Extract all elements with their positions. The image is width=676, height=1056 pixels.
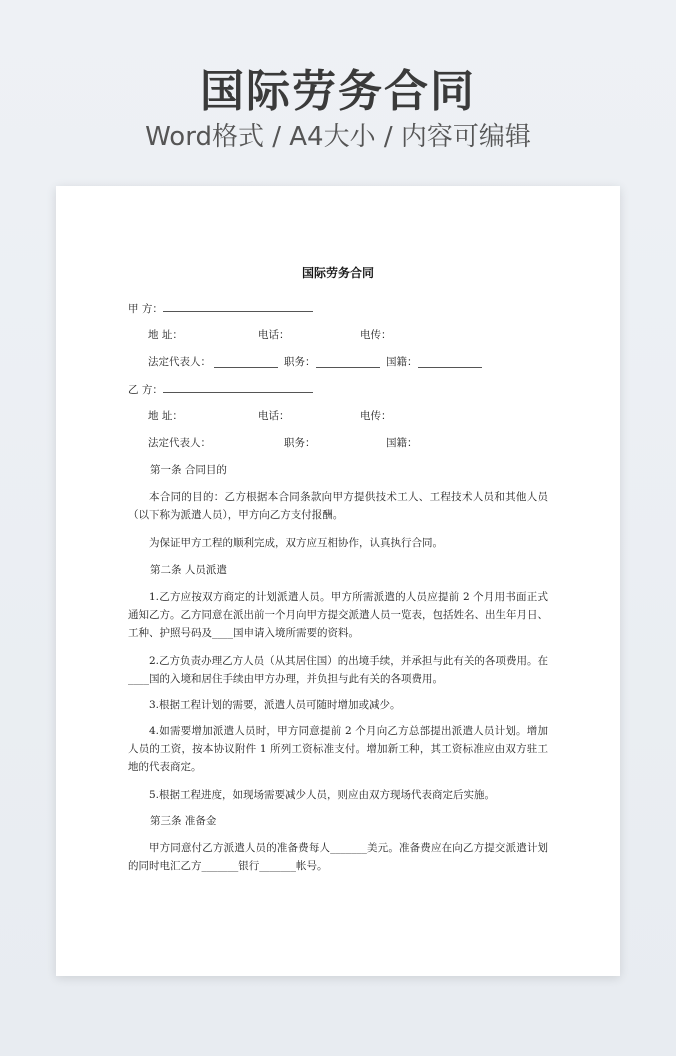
- party-b-blank: [163, 381, 313, 393]
- section2-paragraph-2: 2.乙方负责办理乙方人员（从其居住国）的出境手续，并承担与此有关的各项费用。在____国的入境和居住手续由甲方办理，并负担与此有关的各项费用。: [128, 655, 548, 685]
- section1-heading: 第一条 合同目的: [150, 464, 227, 476]
- party-b-phone-label: 电话：: [258, 410, 290, 422]
- party-a-position-blank: [316, 356, 380, 368]
- party-b-nationality-label: 国籍：: [386, 437, 418, 449]
- section2-paragraph-1: 1.乙方应按双方商定的计划派遣人员。甲方所需派遣的人员应提前 2 个月用书面正式通知乙方。乙方同意在派出前一个月向甲方提交派遣人员一览表，包括姓名、出生年月日、工种、护照号码及____国申请入境所需要的资料。: [128, 591, 548, 639]
- party-a-nationality-label: 国籍：: [386, 356, 418, 368]
- section2-paragraph-4: 4.如需要增加派遣人员时，甲方同意提前 2 个月向乙方总部提出派遣人员计划。增加人员的工资，按本协议附件 1 所列工资标准支付。增加新工种，其工资标准应由双方驻工地的代表商定。: [128, 725, 548, 773]
- party-b-label: 乙 方：: [128, 384, 163, 396]
- party-b-position-label: 职务：: [284, 437, 316, 449]
- party-a-rep-label: 法定代表人：: [148, 356, 211, 368]
- party-b-row: [128, 381, 313, 397]
- party-a-label: 甲 方：: [128, 303, 163, 315]
- party-b-contact-row: [128, 408, 548, 424]
- party-a-rep-blank: [214, 356, 278, 368]
- banner-subtitle: Word格式 / A4大小 / 内容可编辑: [145, 122, 531, 152]
- party-a-fax-label: 电传：: [360, 329, 392, 341]
- section3-heading: 第三条 准备金: [150, 815, 217, 827]
- party-b-address-label: 地 址：: [148, 410, 183, 422]
- section1-paragraph-1: 本合同的目的：乙方根据本合同条款向甲方提供技术工人、工程技术人员和其他人员（以下称为派遣人员），甲方向乙方支付报酬。: [128, 491, 548, 521]
- section1-paragraph-2: 为保证甲方工程的顺利完成，双方应互相协作，认真执行合同。: [149, 537, 443, 549]
- banner-title: 国际劳务合同: [200, 66, 476, 117]
- party-a-nationality-blank: [418, 356, 482, 368]
- party-a-rep-row: [128, 354, 548, 370]
- section2-paragraph-3: 3.根据工程计划的需要，派遣人员可随时增加或减少。: [149, 699, 401, 711]
- party-b-fax-label: 电传：: [360, 410, 392, 422]
- document-title: 国际劳务合同: [301, 266, 374, 280]
- party-a-position-label: 职务：: [284, 356, 316, 368]
- party-a-row: [128, 300, 313, 316]
- party-a-blank: [163, 300, 313, 312]
- section2-heading: 第二条 人员派遣: [150, 564, 227, 576]
- party-b-rep-label: 法定代表人：: [148, 437, 211, 449]
- party-a-contact-row: [128, 327, 548, 343]
- document-page: [56, 186, 620, 976]
- section2-paragraph-5: 5.根据工程进度，如现场需要减少人员，则应由双方现场代表商定后实施。: [149, 789, 496, 801]
- section3-paragraph-1: 甲方同意付乙方派遣人员的准备费每人_______美元。准备费应在向乙方提交派遣计划的同时电汇乙方_______银行_______帐号。: [128, 842, 548, 872]
- party-a-address-label: 地 址：: [148, 329, 183, 341]
- party-a-phone-label: 电话：: [258, 329, 290, 341]
- party-b-rep-row: [128, 435, 548, 451]
